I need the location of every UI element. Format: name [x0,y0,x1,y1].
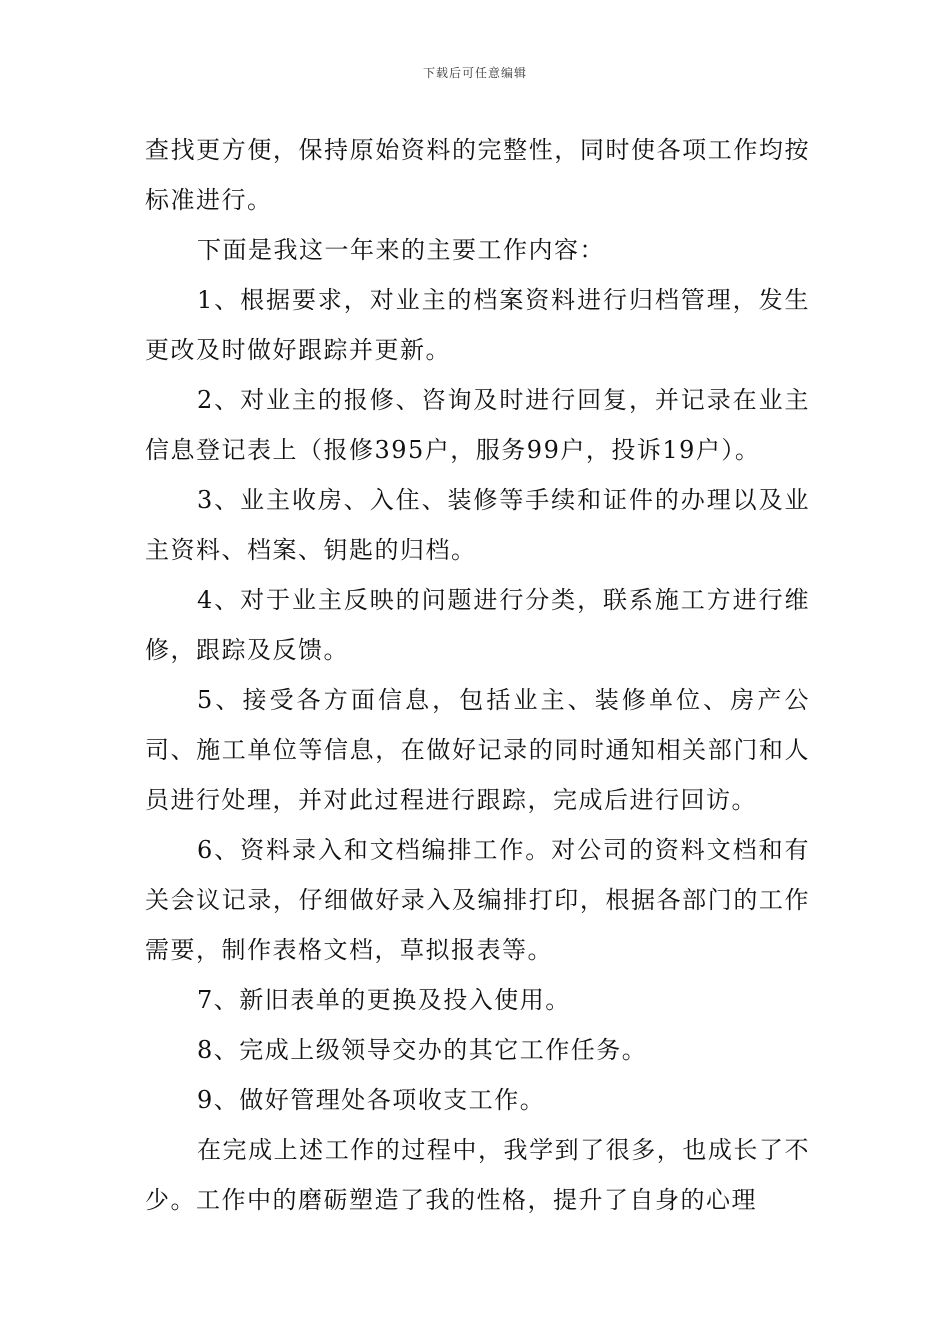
document-body [145,125,810,1225]
paragraph-item-2: 2、对业主的报修、咨询及时进行回复，并记录在业主信息登记表上（报修395户，服务99户，投诉19户）。 [145,386,810,464]
paragraph-item-4: 4、对于业主反映的问题进行分类，联系施工方进行维修，跟踪及反馈。 [145,586,810,664]
paragraph-item-3: 3、业主收房、入住、装修等手续和证件的办理以及业主资料、档案、钥匙的归档。 [145,486,810,564]
paragraph-item-9: 9、做好管理处各项收支工作。 [197,1086,546,1114]
page-header: 下载后可任意编辑 [422,66,527,80]
paragraph-continuation: 查找更方便，保持原始资料的完整性，同时使各项工作均按标准进行。 [145,136,810,214]
paragraph-item-5: 5、接受各方面信息，包括业主、装修单位、房产公司、施工单位等信息，在做好记录的同时通知相关部门和人员进行处理，并对此过程进行跟踪，完成后进行回访。 [145,686,810,814]
paragraph-item-8: 8、完成上级领导交办的其它工作任务。 [197,1036,648,1064]
paragraph-intro: 下面是我这一年来的主要工作内容： [197,236,605,264]
paragraph-summary: 在完成上述工作的过程中，我学到了很多，也成长了不少。工作中的磨砺塑造了我的性格，提升了自身的心理 [145,1136,810,1214]
paragraph-item-1: 1、根据要求，对业主的档案资料进行归档管理，发生更改及时做好跟踪并更新。 [145,286,810,364]
paragraph-item-7: 7、新旧表单的更换及投入使用。 [197,986,571,1014]
paragraph-item-6: 6、资料录入和文档编排工作。对公司的资料文档和有关会议记录，仔细做好录入及编排打印，根据各部门的工作需要，制作表格文档，草拟报表等。 [145,836,810,964]
